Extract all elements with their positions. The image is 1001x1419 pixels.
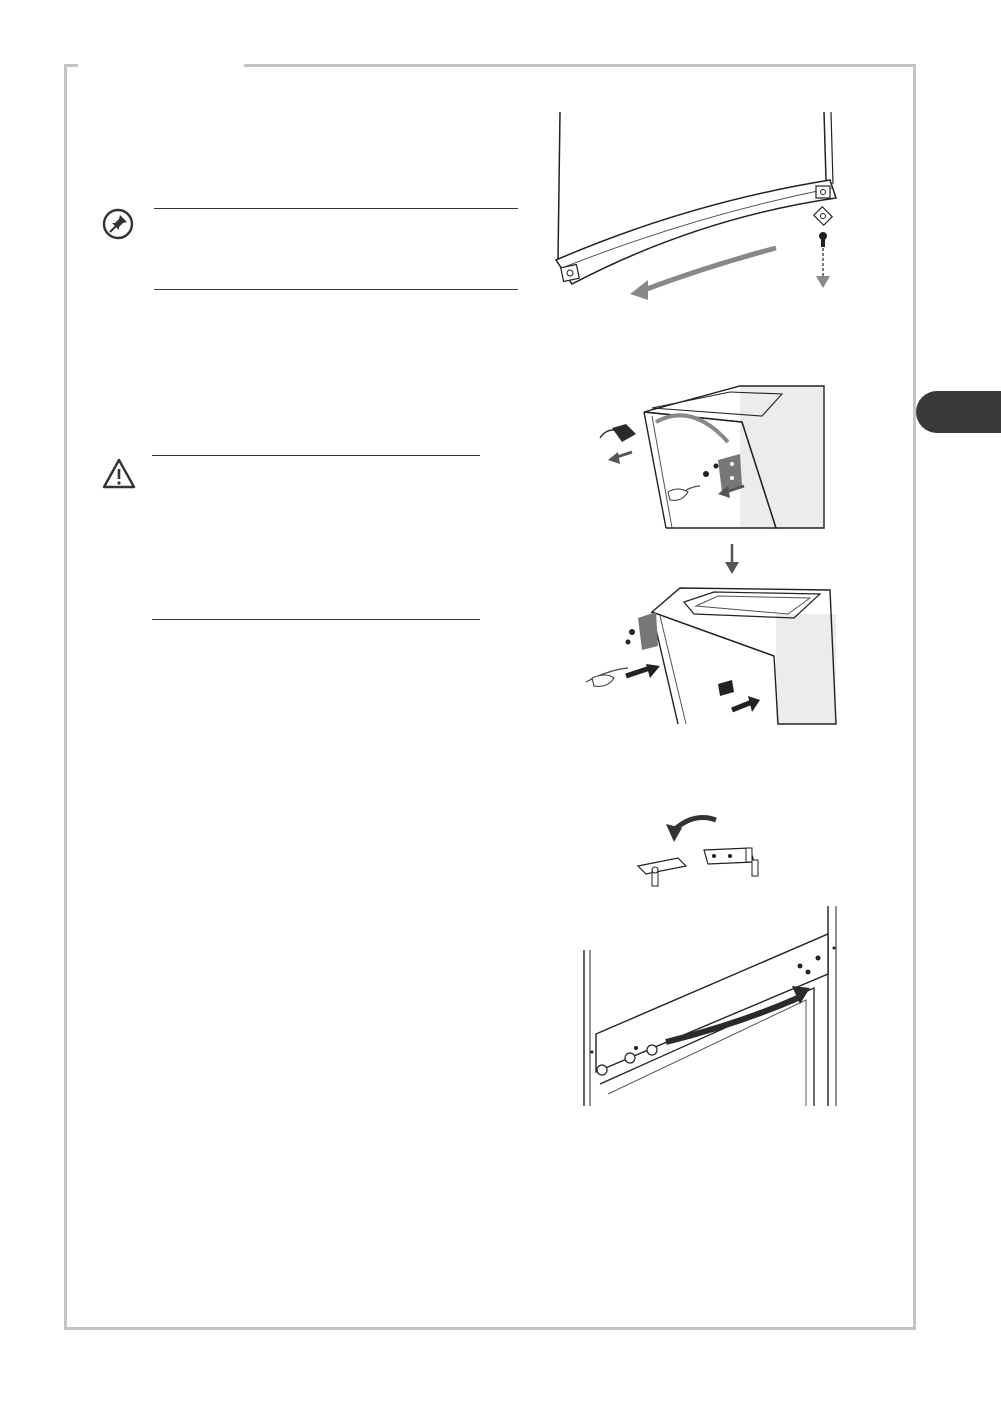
warning-triangle-icon: [100, 456, 138, 497]
cabinet-top-illustration: [578, 902, 844, 1106]
warning-note: [100, 450, 482, 626]
note-top-rule: [154, 208, 518, 209]
frame-notch: [78, 60, 244, 70]
top-hinge-removal-illustration: [582, 382, 832, 532]
pushpin-icon: [100, 206, 136, 247]
warning-top-rule: [152, 455, 480, 456]
down-arrow-icon: [724, 544, 740, 574]
hinge-flip-illustration: [634, 812, 784, 898]
note-bottom-rule: [154, 289, 518, 290]
top-hinge-refit-illustration: [584, 584, 842, 726]
info-note: [100, 200, 520, 296]
section-tab: [916, 391, 1001, 433]
door-removal-illustration: [548, 108, 848, 308]
warning-bottom-rule: [152, 619, 480, 620]
